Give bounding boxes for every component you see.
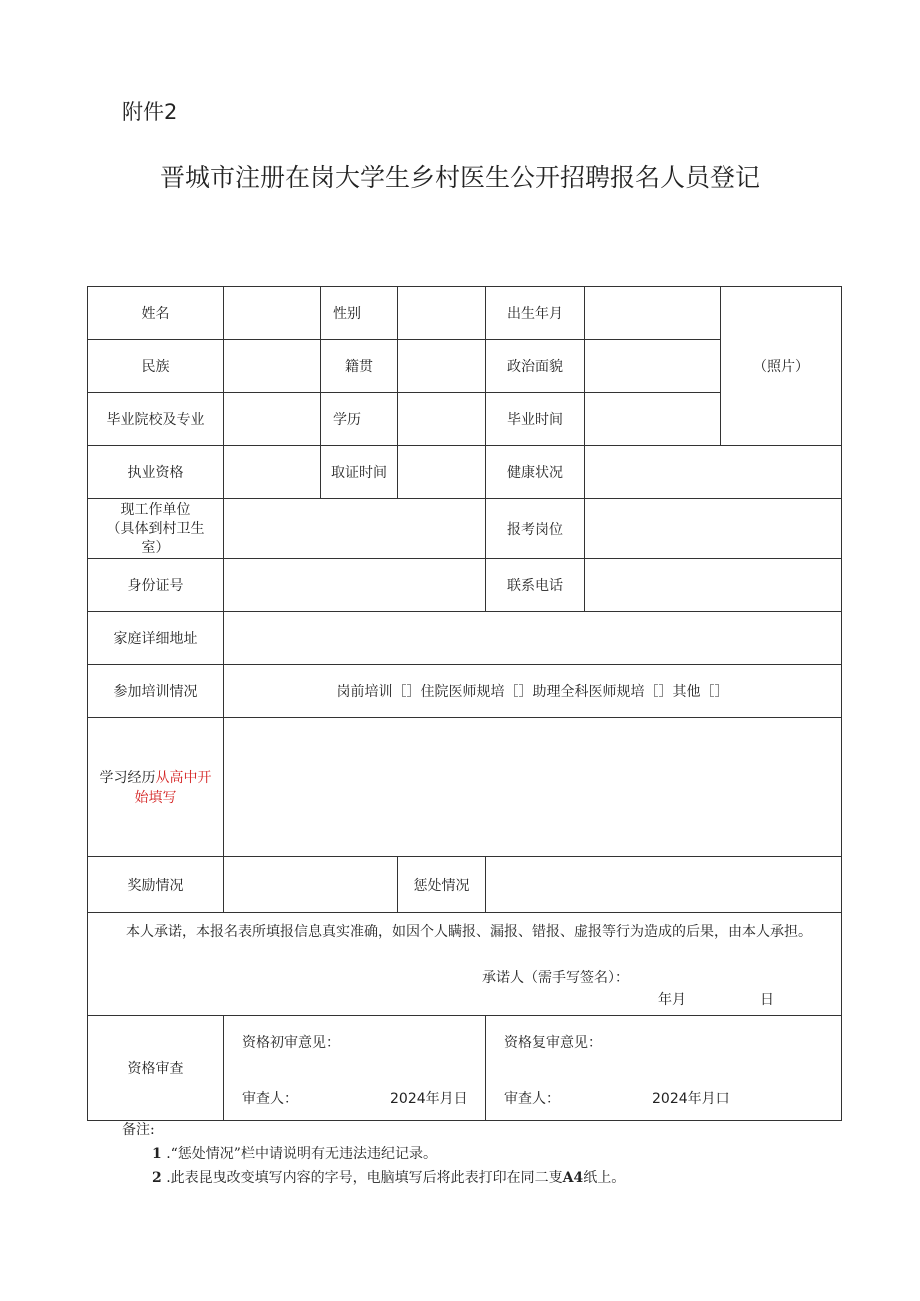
study-hint-1: 从高中开 bbox=[155, 770, 212, 786]
name-label: 姓名 bbox=[88, 287, 224, 340]
notes-section bbox=[122, 1118, 625, 1190]
initial-reviewer-label: 审查人： bbox=[242, 1091, 298, 1107]
id-number-field[interactable] bbox=[224, 559, 486, 612]
work-unit-line2: （具体到村卫生 bbox=[106, 521, 205, 537]
training-label: 参加培训情况 bbox=[88, 665, 224, 718]
registration-form bbox=[87, 286, 842, 1121]
pledge-day: 日 bbox=[760, 992, 774, 1008]
graduation-time-field[interactable] bbox=[585, 393, 721, 446]
photo-label: （照片） bbox=[753, 359, 809, 375]
document-title: 晋城市注册在岗大学生乡村医生公开招聘报名人员登记 bbox=[159, 163, 760, 192]
native-place-field[interactable] bbox=[398, 340, 486, 393]
work-unit-line3: 室） bbox=[141, 540, 170, 556]
study-hint-2: 始填写 bbox=[134, 790, 177, 806]
education-field[interactable] bbox=[398, 393, 486, 446]
work-unit-label bbox=[88, 499, 224, 559]
birth-label: 出生年月 bbox=[486, 287, 585, 340]
study-history-label bbox=[88, 718, 224, 857]
political-status-label: 政治面貌 bbox=[486, 340, 585, 393]
gender-label: 性别 bbox=[321, 287, 398, 340]
initial-review-cell[interactable] bbox=[224, 1016, 486, 1121]
address-label: 家庭详细地址 bbox=[88, 612, 224, 665]
punishment-field[interactable] bbox=[486, 857, 842, 913]
work-unit-field[interactable] bbox=[224, 499, 486, 559]
note-2-text-a: .此表昆曳改变填写内容的字号，电脑填写后将此表打印在同二叓 bbox=[166, 1170, 563, 1186]
photo-cell[interactable] bbox=[721, 287, 842, 446]
note-2-number: 2 bbox=[152, 1170, 162, 1186]
note-1-number: 1 bbox=[152, 1146, 162, 1162]
cert-time-field[interactable] bbox=[398, 446, 486, 499]
native-place-label: 籍贯 bbox=[321, 340, 398, 393]
signer-label: 承诺人（需手写签名）： bbox=[482, 970, 629, 986]
note-1-text: .“惩处情况”栏中请说明有无违法违纪记录。 bbox=[166, 1146, 437, 1162]
pledge-text: 本人承诺，本报名表所填报信息真实准确，如因个人瞒报、漏报、错报、虚报等行为造成的后果，由本人承担。 bbox=[126, 924, 812, 940]
education-label: 学历 bbox=[321, 393, 398, 446]
qualification-review-label: 资格审查 bbox=[88, 1016, 224, 1121]
pledge-date bbox=[658, 989, 774, 1009]
reward-field[interactable] bbox=[224, 857, 398, 913]
study-label: 学习经历 bbox=[99, 770, 156, 786]
graduation-time-label: 毕业时间 bbox=[486, 393, 585, 446]
initial-review-title: 资格初审意见： bbox=[242, 1035, 340, 1051]
birth-field[interactable] bbox=[585, 287, 721, 340]
pledge-section bbox=[88, 913, 842, 1016]
note-2-text-c: 纸上。 bbox=[583, 1170, 626, 1186]
note-1 bbox=[122, 1142, 625, 1166]
school-major-label: 毕业院校及专业 bbox=[88, 393, 224, 446]
training-options[interactable]: 岗前培训［］住院医师规培［］助理全科医师规培［］其他［］ bbox=[224, 665, 842, 718]
final-review-date: 2024年月口 bbox=[652, 1091, 730, 1107]
final-review-title: 资格复审意见： bbox=[504, 1035, 602, 1051]
final-reviewer-label: 审查人： bbox=[504, 1091, 560, 1107]
initial-review-date: 2024年月日 bbox=[390, 1091, 468, 1107]
id-number-label: 身份证号 bbox=[88, 559, 224, 612]
position-label: 报考岗位 bbox=[486, 499, 585, 559]
study-history-field[interactable] bbox=[224, 718, 842, 857]
phone-label: 联系电话 bbox=[486, 559, 585, 612]
gender-field[interactable] bbox=[398, 287, 486, 340]
ethnicity-field[interactable] bbox=[224, 340, 321, 393]
ethnicity-label: 民族 bbox=[88, 340, 224, 393]
work-unit-line1: 现工作单位 bbox=[120, 502, 191, 518]
address-field[interactable] bbox=[224, 612, 842, 665]
punishment-label: 惩处情况 bbox=[398, 857, 486, 913]
attachment-label: 附件2 bbox=[122, 100, 178, 124]
final-review-cell[interactable] bbox=[486, 1016, 842, 1121]
political-status-field[interactable] bbox=[585, 340, 721, 393]
school-major-field[interactable] bbox=[224, 393, 321, 446]
notes-title: 备注: bbox=[122, 1122, 155, 1138]
health-label: 健康状况 bbox=[486, 446, 585, 499]
license-field[interactable] bbox=[224, 446, 321, 499]
cert-time-label: 取证时间 bbox=[321, 446, 398, 499]
pledge-year-month: 年月 bbox=[658, 992, 686, 1008]
note-2-text-b: A4 bbox=[562, 1170, 584, 1186]
name-field[interactable] bbox=[224, 287, 321, 340]
position-field[interactable] bbox=[585, 499, 842, 559]
note-2 bbox=[122, 1166, 625, 1190]
health-field[interactable] bbox=[585, 446, 842, 499]
reward-label: 奖励情况 bbox=[88, 857, 224, 913]
license-label: 执业资格 bbox=[88, 446, 224, 499]
phone-field[interactable] bbox=[585, 559, 842, 612]
